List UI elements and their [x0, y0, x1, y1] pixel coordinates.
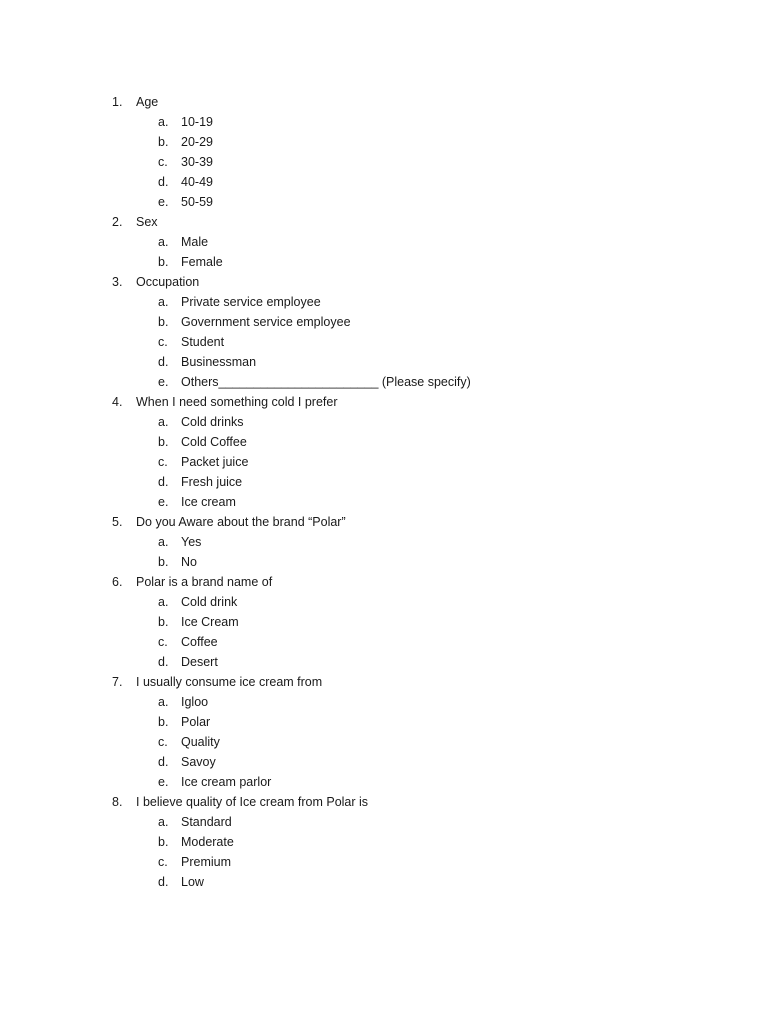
answer-option: [0, 412, 768, 432]
option-text: 10-19: [181, 115, 213, 129]
option-text: Packet juice: [181, 455, 249, 469]
option-letter: a.: [158, 535, 169, 549]
option-text: Ice cream: [181, 495, 236, 509]
answer-option: [0, 592, 768, 612]
question-item: [0, 392, 768, 412]
question-text: Occupation: [136, 275, 200, 289]
option-text: Ice Cream: [181, 615, 239, 629]
option-text: Others_______________________ (Please specify): [181, 375, 471, 389]
option-text: Coffee: [181, 635, 218, 649]
option-letter: b.: [158, 555, 169, 569]
option-letter: e.: [158, 375, 169, 389]
option-text: Student: [181, 335, 225, 349]
question-item: [0, 792, 768, 812]
question-text: Do you Aware about the brand “Polar”: [136, 515, 346, 529]
option-text: Moderate: [181, 835, 234, 849]
question-number: 6.: [112, 575, 123, 589]
answer-option: [0, 712, 768, 732]
option-letter: b.: [158, 255, 169, 269]
option-text: Standard: [181, 815, 232, 829]
question-number: 2.: [112, 215, 123, 229]
option-text: Premium: [181, 855, 232, 869]
option-text: No: [181, 555, 197, 569]
option-letter: c.: [158, 735, 168, 749]
question-number: 8.: [112, 795, 123, 809]
option-letter: a.: [158, 595, 169, 609]
question-number: 5.: [112, 515, 123, 529]
option-letter: d.: [158, 655, 169, 669]
answer-option: [0, 652, 768, 672]
question-item: [0, 92, 768, 112]
answer-option: [0, 492, 768, 512]
option-letter: a.: [158, 695, 169, 709]
question-item: [0, 572, 768, 592]
answer-option: [0, 832, 768, 852]
option-letter: c.: [158, 455, 168, 469]
question-text: Age: [136, 95, 159, 109]
option-text: Female: [181, 255, 223, 269]
option-text: Low: [181, 875, 204, 889]
answer-option: [0, 352, 768, 372]
answer-option: [0, 552, 768, 572]
question-text: Polar is a brand name of: [136, 575, 273, 589]
option-text: Cold drinks: [181, 415, 244, 429]
answer-option: [0, 732, 768, 752]
question-text: I believe quality of Ice cream from Polar is: [136, 795, 369, 809]
option-text: 50-59: [181, 195, 213, 209]
answer-option: [0, 852, 768, 872]
option-text: 20-29: [181, 135, 213, 149]
answer-option: [0, 152, 768, 172]
answer-option: [0, 432, 768, 452]
option-letter: c.: [158, 635, 168, 649]
option-letter: b.: [158, 135, 169, 149]
answer-option: [0, 372, 768, 392]
option-letter: d.: [158, 475, 169, 489]
option-letter: b.: [158, 615, 169, 629]
answer-option: [0, 112, 768, 132]
option-text: Quality: [181, 735, 220, 749]
option-letter: a.: [158, 235, 169, 249]
option-text: 30-39: [181, 155, 213, 169]
option-text: Cold Coffee: [181, 435, 247, 449]
answer-option: [0, 632, 768, 652]
option-letter: a.: [158, 115, 169, 129]
question-item: [0, 512, 768, 532]
option-text: Male: [181, 235, 209, 249]
option-letter: c.: [158, 155, 168, 169]
option-letter: b.: [158, 315, 169, 329]
question-item: [0, 272, 768, 292]
option-letter: b.: [158, 835, 169, 849]
question-text: Sex: [136, 215, 158, 229]
answer-option: [0, 772, 768, 792]
option-text: Yes: [181, 535, 202, 549]
question-number: 4.: [112, 395, 123, 409]
answer-option: [0, 292, 768, 312]
option-letter: d.: [158, 355, 169, 369]
answer-option: [0, 132, 768, 152]
option-letter: a.: [158, 415, 169, 429]
option-text: Private service employee: [181, 295, 321, 309]
answer-option: [0, 312, 768, 332]
option-text: Fresh juice: [181, 475, 243, 489]
question-number: 1.: [112, 95, 123, 109]
question-item: [0, 212, 768, 232]
option-letter: c.: [158, 335, 168, 349]
answer-option: [0, 752, 768, 772]
answer-option: [0, 612, 768, 632]
answer-option: [0, 172, 768, 192]
option-letter: c.: [158, 855, 168, 869]
question-number: 3.: [112, 275, 123, 289]
option-letter: a.: [158, 295, 169, 309]
answer-option: [0, 692, 768, 712]
question-text: When I need something cold I prefer: [136, 395, 338, 409]
option-letter: b.: [158, 715, 169, 729]
option-letter: e.: [158, 495, 169, 509]
option-text: Desert: [181, 655, 218, 669]
answer-option: [0, 452, 768, 472]
option-letter: d.: [158, 875, 169, 889]
answer-option: [0, 232, 768, 252]
question-number: 7.: [112, 675, 123, 689]
option-letter: b.: [158, 435, 169, 449]
option-text: Cold drink: [181, 595, 238, 609]
option-letter: d.: [158, 175, 169, 189]
option-letter: e.: [158, 195, 169, 209]
answer-option: [0, 252, 768, 272]
answer-option: [0, 332, 768, 352]
option-text: Polar: [181, 715, 211, 729]
answer-option: [0, 192, 768, 212]
option-text: Businessman: [181, 355, 257, 369]
answer-option: [0, 532, 768, 552]
option-text: Savoy: [181, 755, 216, 769]
option-text: Igloo: [181, 695, 209, 709]
option-letter: a.: [158, 815, 169, 829]
option-text: Government service employee: [181, 315, 351, 329]
question-item: [0, 672, 768, 692]
answer-option: [0, 812, 768, 832]
option-text: 40-49: [181, 175, 213, 189]
option-letter: d.: [158, 755, 169, 769]
question-text: I usually consume ice cream from: [136, 675, 323, 689]
answer-option: [0, 472, 768, 492]
option-letter: e.: [158, 775, 169, 789]
answer-option: [0, 872, 768, 892]
option-text: Ice cream parlor: [181, 775, 272, 789]
